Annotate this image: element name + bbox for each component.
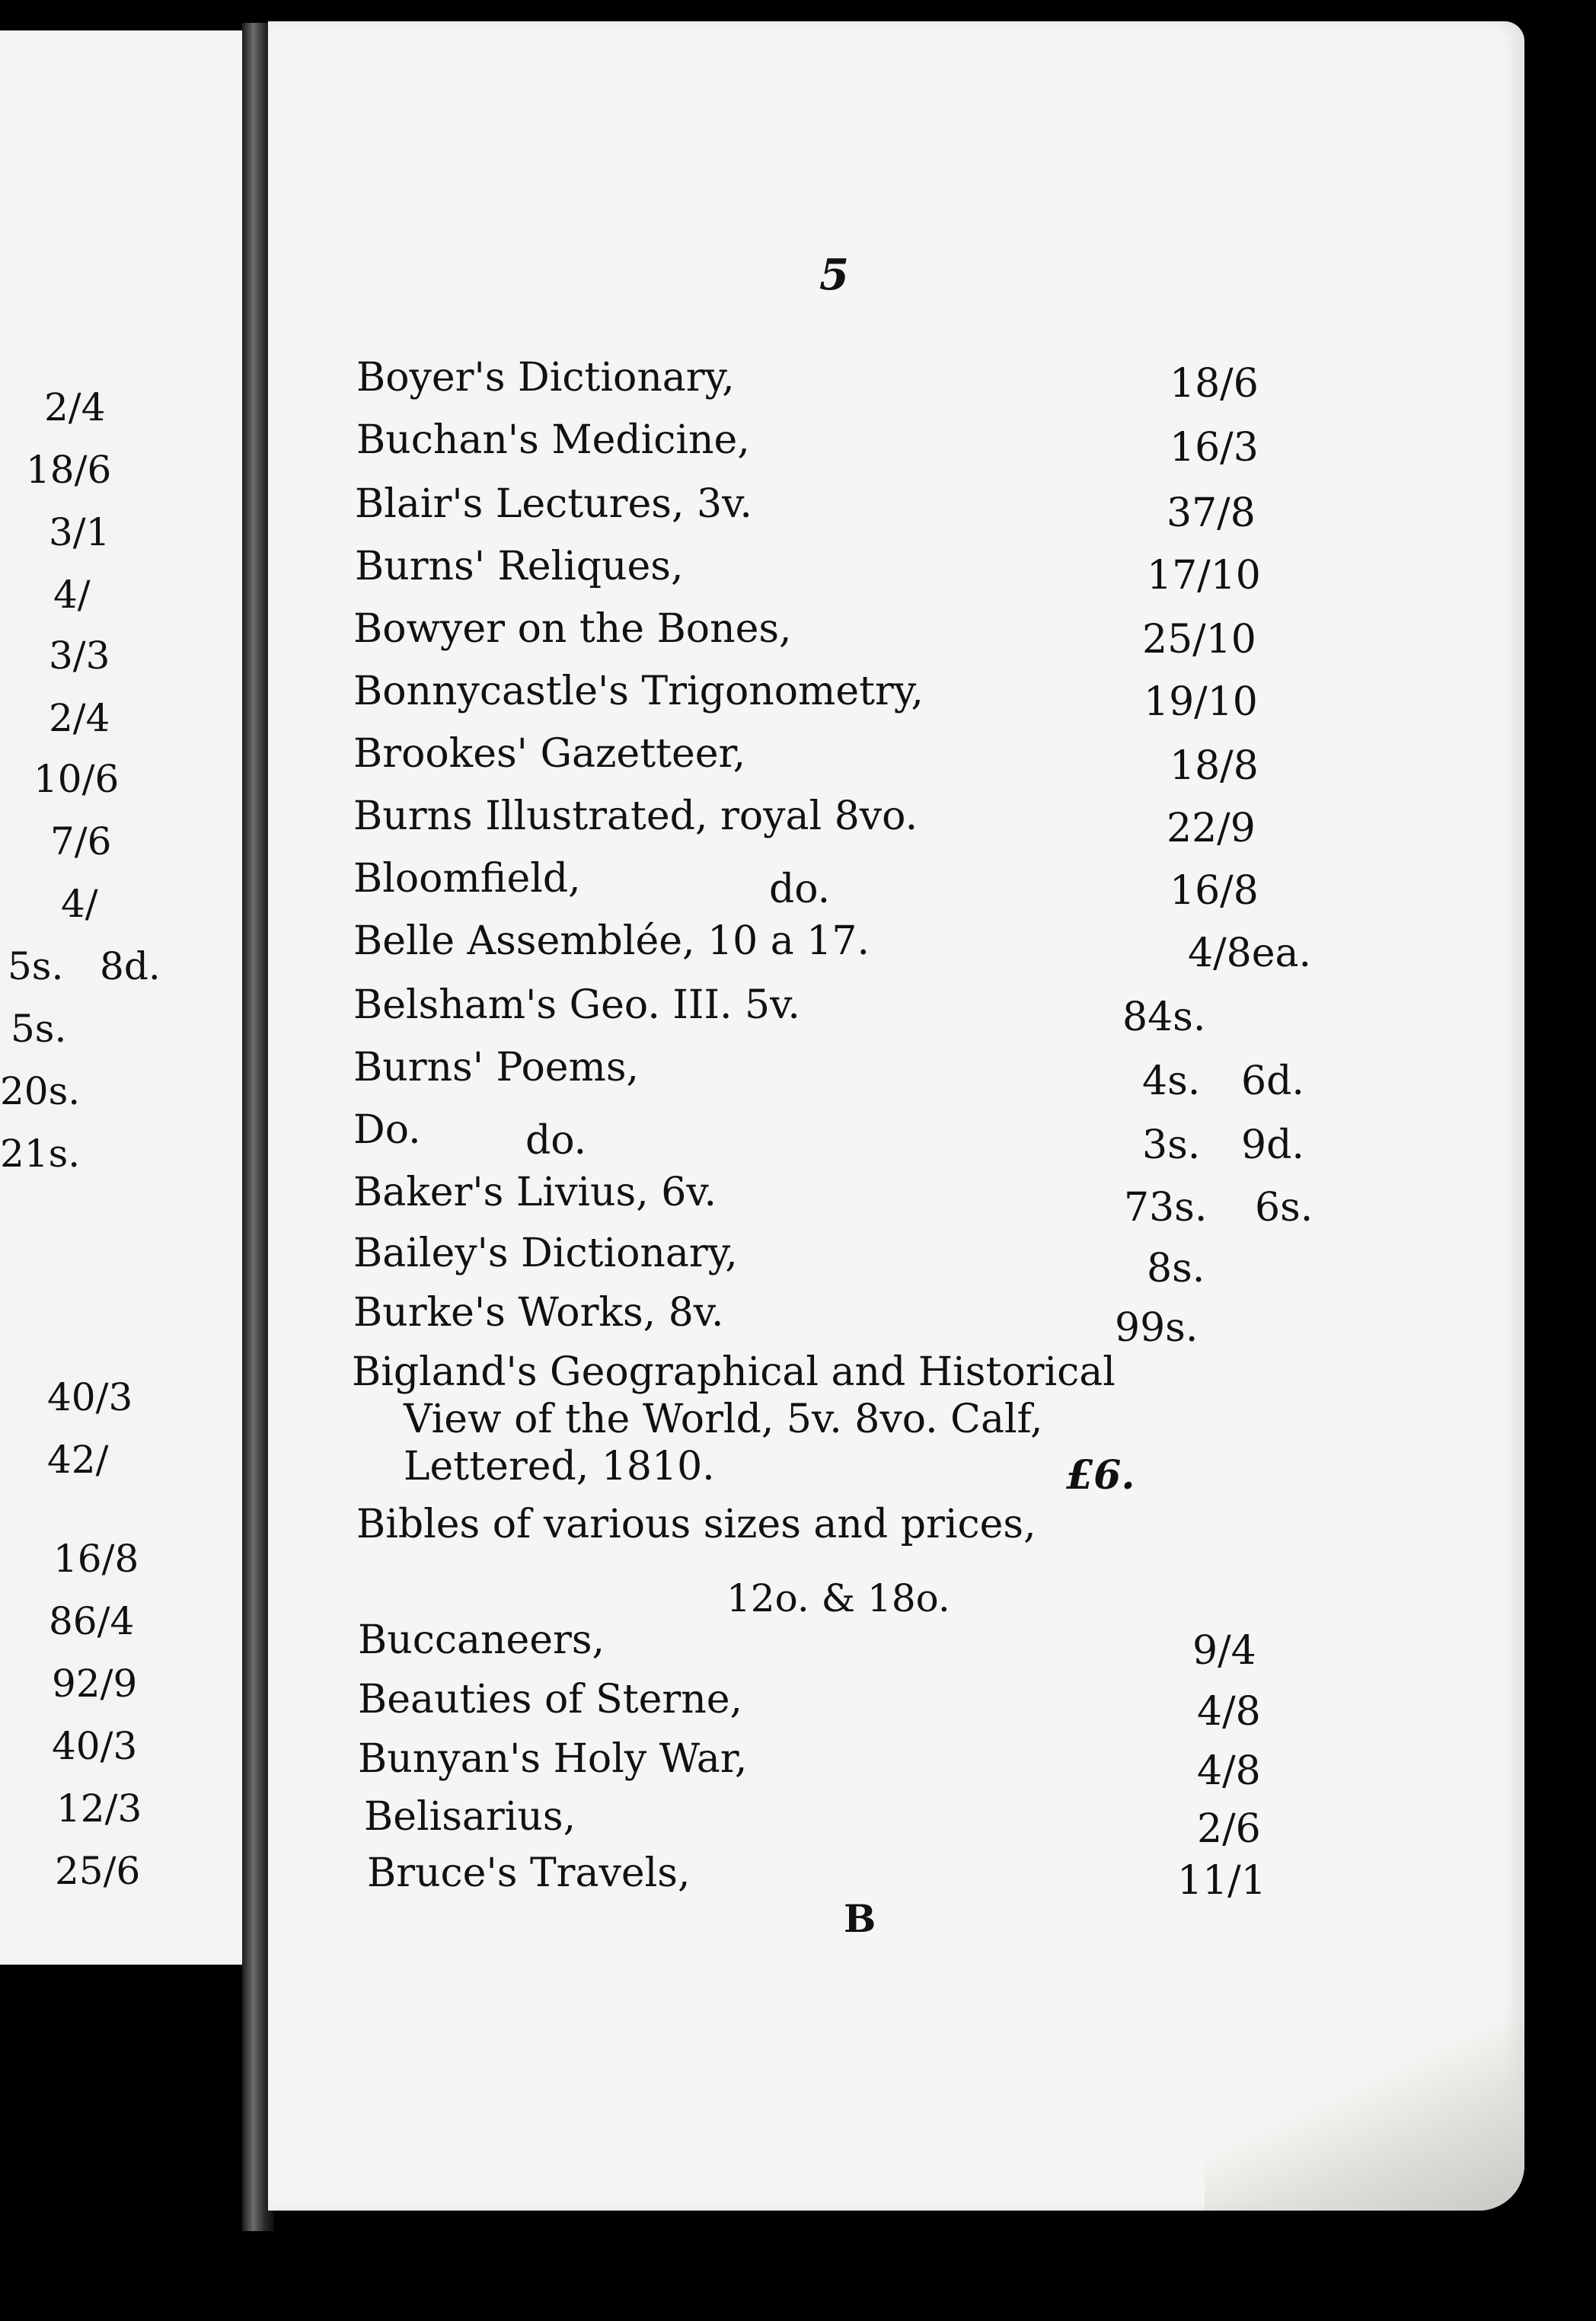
entry-price: 84s.	[1122, 994, 1206, 1040]
entry-title: Brookes' Gazetteer,	[353, 731, 746, 777]
entry-title: Burns Illustrated, royal 8vo.	[353, 793, 918, 839]
entry-price: 19/10	[1144, 679, 1258, 725]
entry-price-pence: 9d.	[1241, 1122, 1304, 1168]
entry-price: 22/9	[1167, 806, 1256, 851]
left-price: 18/6	[26, 448, 112, 492]
left-price: 2/4	[44, 385, 106, 429]
entry-price: 17/10	[1147, 553, 1261, 599]
entry-price: 3s.	[1142, 1122, 1201, 1168]
page-fold-shadow	[1205, 2013, 1524, 2211]
signature-mark: B	[844, 1896, 876, 1941]
entry-title: Burke's Works, 8v.	[353, 1290, 724, 1336]
entry-title: Burns' Poems,	[353, 1045, 640, 1090]
left-price: 42/	[47, 1438, 109, 1482]
left-price: 16/8	[53, 1537, 139, 1581]
left-price: 40/3	[52, 1724, 138, 1768]
entry-price: 8s.	[1147, 1246, 1205, 1291]
entry-title: Bowyer on the Bones,	[353, 606, 792, 652]
entry-price: 37/8	[1167, 490, 1256, 536]
bibles-line: Bibles of various sizes and prices,	[356, 1502, 1036, 1547]
entry-price: 18/6	[1170, 361, 1259, 407]
small-entry-title: Bunyan's Holy War,	[358, 1736, 748, 1782]
entry-title: Buchan's Medicine,	[356, 417, 750, 463]
left-page	[0, 30, 250, 1965]
small-entry-price: 4/8	[1197, 1748, 1261, 1794]
entry-title: Do.	[353, 1107, 421, 1153]
left-price: 7/6	[50, 819, 112, 864]
small-entry-title: Beauties of Sterne,	[358, 1677, 743, 1722]
small-entry-title: Buccaneers,	[358, 1617, 605, 1663]
left-price: 20s.	[0, 1069, 81, 1113]
bigland-line-2: View of the World, 5v. 8vo. Calf,	[404, 1397, 1043, 1442]
entry-title: Boyer's Dictionary,	[356, 355, 735, 401]
entry-note: do.	[525, 1118, 587, 1164]
entry-title: Burns' Reliques,	[355, 544, 684, 589]
left-price: 21s.	[0, 1132, 81, 1176]
entry-title: Belle Assemblée, 10 a 17.	[353, 918, 870, 964]
left-price: 12/3	[56, 1786, 142, 1831]
small-entry-price: 11/1	[1177, 1858, 1266, 1904]
entry-title: Belsham's Geo. III. 5v.	[353, 982, 800, 1028]
entry-title: Bonnycastle's Trigonometry,	[353, 669, 924, 714]
left-price: 4/	[53, 573, 91, 617]
bigland-line-3: Lettered, 1810.	[404, 1444, 715, 1489]
entry-price: 25/10	[1142, 617, 1256, 662]
entry-price: 16/3	[1170, 425, 1259, 471]
entry-price: 16/8	[1170, 868, 1259, 914]
bigland-price: £6.	[1066, 1452, 1135, 1499]
left-price: 5s. 8d.	[8, 944, 161, 988]
small-entry-price: 9/4	[1192, 1628, 1256, 1674]
entry-price: 99s.	[1115, 1305, 1199, 1351]
left-price: 10/6	[34, 757, 120, 801]
entry-note: do.	[769, 867, 831, 912]
entry-price: 18/8	[1170, 743, 1259, 789]
entry-price-pence: 6d.	[1241, 1058, 1304, 1104]
entry-price-pence: 6s.	[1255, 1185, 1314, 1231]
section-heading: 12o. & 18o.	[726, 1576, 950, 1620]
left-price: 25/6	[55, 1849, 141, 1893]
entry-title: Baker's Livius, 6v.	[353, 1170, 717, 1215]
left-price: 92/9	[52, 1662, 138, 1706]
entry-title: Bloomfield,	[353, 856, 581, 902]
page-number: 5	[819, 250, 849, 300]
left-price: 3/3	[49, 634, 110, 678]
entry-title: Bailey's Dictionary,	[353, 1231, 738, 1276]
small-entry-price: 2/6	[1197, 1806, 1261, 1852]
entry-title: Blair's Lectures, 3v.	[355, 481, 752, 527]
entry-price: 73s.	[1124, 1185, 1208, 1231]
small-entry-title: Bruce's Travels,	[367, 1850, 691, 1896]
left-price: 4/	[61, 882, 98, 926]
left-price: 3/1	[49, 510, 110, 554]
left-price: 2/4	[49, 696, 110, 740]
small-entry-title: Belisarius,	[364, 1794, 576, 1840]
entry-price: 4s.	[1142, 1058, 1201, 1104]
entry-price: 4/8ea.	[1188, 931, 1311, 976]
bigland-line-1: Bigland's Geographical and Historical	[352, 1349, 1116, 1395]
left-price: 86/4	[49, 1599, 135, 1643]
left-price: 40/3	[47, 1375, 133, 1419]
left-price: 5s.	[11, 1007, 67, 1051]
small-entry-price: 4/8	[1197, 1689, 1261, 1735]
